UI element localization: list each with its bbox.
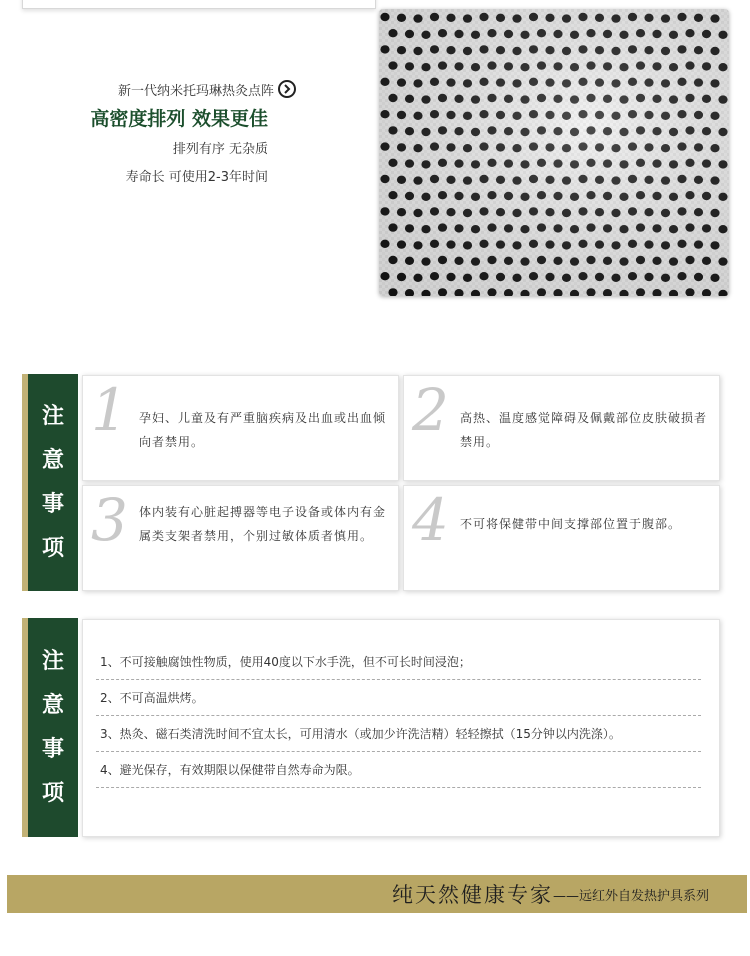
label-char: 注 (41, 403, 64, 429)
label-char: 事 (41, 491, 64, 517)
care-side-label (22, 618, 78, 837)
precaution-number: 3 (91, 486, 128, 554)
precaution-card-1 (82, 375, 399, 481)
precaution-card-2 (403, 375, 720, 481)
precaution-number: 2 (412, 376, 449, 444)
feature-line-2: 寿命长 可使用2-3年时间 (125, 170, 268, 185)
banner-title: 纯天然健康专家 (391, 883, 553, 907)
precaution-number: 1 (91, 376, 128, 444)
label-char: 项 (41, 780, 64, 806)
care-item: 3、热灸、磁石类清洗时间不宜太长，可用清水（或加少许洗洁精）轻轻擦拭（15分钟以内洗涤）。 (96, 716, 701, 752)
label-char: 意 (41, 692, 64, 718)
banner-subtitle: ——远红外自发热护具系列 (552, 888, 709, 904)
precaution-text: 不可将保健带中间支撑部位置于腹部。 (460, 517, 682, 531)
precaution-card-4 (403, 485, 720, 591)
bottom-banner (7, 875, 747, 913)
feature-line-1: 排列有序 无杂质 (172, 142, 268, 157)
chevron-right-circle-icon (278, 80, 296, 98)
label-char: 意 (41, 447, 64, 473)
precaution-text: 高热、温度感觉障碍及佩戴部位皮肤破损者禁用。 (460, 411, 708, 449)
label-char: 项 (41, 535, 64, 561)
care-item: 2、不可高温烘烤。 (96, 680, 701, 716)
label-char: 事 (41, 736, 64, 762)
top-card-edge (22, 0, 376, 9)
feature-subtitle: 新一代纳米托玛琳热灸点阵 (117, 84, 274, 99)
precaution-number: 4 (412, 486, 449, 554)
precaution-text: 体内装有心脏起搏器等电子设备或体内有金属类支架者禁用，个别过敏体质者慎用。 (139, 505, 387, 543)
precaution-card-3 (82, 485, 399, 591)
precaution-text: 孕妇、儿童及有严重脑疾病及出血或出血倾向者禁用。 (139, 411, 387, 449)
fabric-dot-matrix-image (379, 9, 729, 296)
label-char: 注 (41, 648, 64, 674)
feature-title: 高密度排列 效果更佳 (90, 108, 268, 130)
care-item: 4、避光保存，有效期限以保健带自然寿命为限。 (96, 752, 701, 788)
care-item: 1、不可接触腐蚀性物质，使用40度以下水手洗，但不可长时间浸泡； (96, 644, 701, 680)
precautions-side-label (22, 374, 78, 591)
care-list (96, 644, 701, 788)
